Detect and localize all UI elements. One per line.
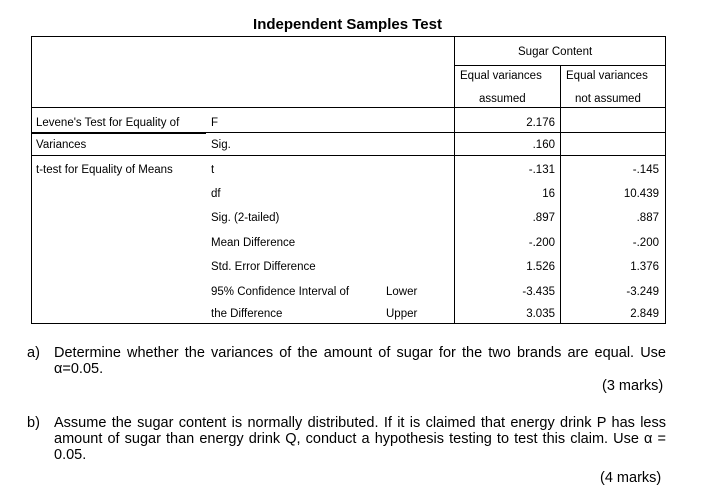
- question-b-marks: (4 marks): [600, 470, 662, 486]
- row-label-upper: Upper: [386, 308, 418, 320]
- row-label-ci-line1: 95% Confidence Interval of: [211, 286, 350, 298]
- question-a-marks: (3 marks): [602, 378, 664, 394]
- header-bottom-line: [32, 107, 665, 108]
- levene-label-line2: Variances: [36, 139, 87, 151]
- cell-upper-eq: 3.035: [526, 308, 555, 320]
- row-label-df: df: [211, 188, 221, 200]
- cell-mean-diff-eq: -.200: [528, 237, 555, 249]
- cell-t-neq: -.145: [632, 164, 659, 176]
- cell-sig2-eq: .897: [532, 212, 555, 224]
- question-b-text: Assume the sugar content is normally distributed. If it is claimed that energy drink P has less amount of sugar than energy drink Q, conduct a hypothesis testing to test this claim. Use α = 0.05.: [54, 415, 666, 463]
- levene-label-divider: [32, 133, 206, 134]
- levene-section-line: [32, 155, 665, 156]
- question-a-label: a): [27, 345, 40, 361]
- question-a-text: Determine whether the variances of the amount of sugar for the two brands are equal. Use α=0.05.: [54, 345, 666, 377]
- cell-upper-neq: 2.849: [630, 308, 659, 320]
- row-label-sig: Sig.: [211, 139, 231, 151]
- cell-mean-diff-neq: -.200: [632, 237, 659, 249]
- cell-f-eq: 2.176: [526, 117, 555, 129]
- question-b: [27, 415, 667, 467]
- header-group-underline: [454, 65, 665, 66]
- header-neq-var-line2: not assumed: [575, 93, 641, 105]
- cell-df-neq: 10.439: [623, 188, 659, 200]
- header-eq-var-line2: assumed: [479, 93, 526, 105]
- cell-lower-eq: -3.435: [522, 286, 555, 298]
- question-b-label: b): [27, 415, 40, 431]
- question-a: [27, 345, 667, 379]
- row-label-mean-diff: Mean Difference: [211, 237, 296, 249]
- cell-se-diff-neq: 1.376: [630, 261, 659, 273]
- row-label-f: F: [211, 117, 219, 129]
- ttest-label: t-test for Equality of Means: [36, 164, 173, 176]
- row-label-se-diff: Std. Error Difference: [211, 261, 316, 273]
- header-sugar-content: Sugar Content: [518, 46, 593, 58]
- cell-df-eq: 16: [542, 188, 555, 200]
- table-title: Independent Samples Test: [253, 16, 442, 33]
- levene-label-line1: Levene's Test for Equality of: [36, 117, 180, 129]
- cell-sig-eq: .160: [532, 139, 555, 151]
- row-label-ci-line2: the Difference: [211, 308, 283, 320]
- cell-lower-neq: -3.249: [626, 286, 659, 298]
- header-neq-var-line1: Equal variances: [566, 70, 648, 82]
- header-eq-var-line1: Equal variances: [460, 70, 542, 82]
- row-label-lower: Lower: [386, 286, 418, 298]
- col-divider-equal-var: [560, 65, 561, 323]
- cell-t-eq: -.131: [528, 164, 555, 176]
- row-label-sig2: Sig. (2-tailed): [211, 212, 280, 224]
- independent-samples-test-table: [31, 36, 666, 324]
- cell-sig2-neq: .887: [636, 212, 659, 224]
- row-label-t: t: [211, 164, 215, 176]
- cell-se-diff-eq: 1.526: [526, 261, 555, 273]
- col-divider-values: [454, 37, 455, 323]
